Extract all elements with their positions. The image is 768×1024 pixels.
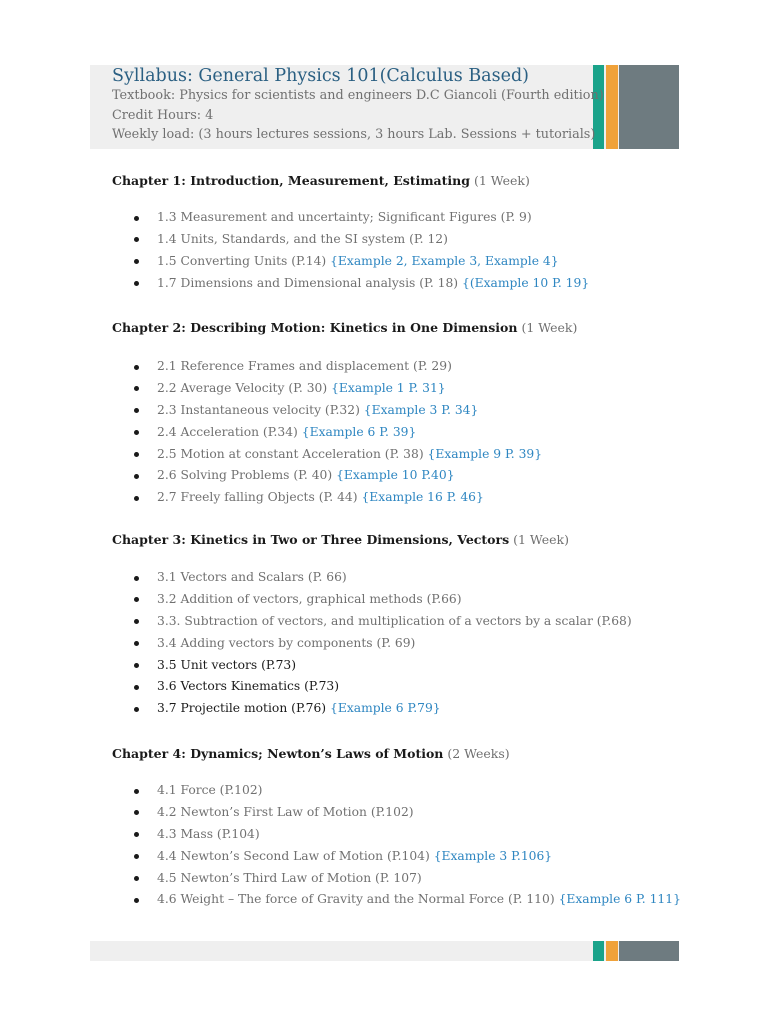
example-reference: {Example 16 P. 46} — [361, 490, 484, 505]
topic-text: 3.6 Vectors Kinematics (P.73) — [157, 679, 340, 694]
chapter-duration: (2 Weeks) — [447, 746, 510, 761]
topic-text: 2.5 Motion at constant Acceleration (P. 38) — [157, 446, 424, 461]
list-item — [112, 444, 542, 466]
list-item — [112, 868, 681, 890]
list-item — [112, 251, 589, 273]
topic-text: 4.5 Newton’s Third Law of Motion (P. 107) — [157, 870, 422, 885]
list-item — [112, 465, 542, 487]
credit-hours-line: Credit Hours: 4 — [112, 108, 214, 123]
chapter-duration: (1 Week) — [513, 532, 569, 547]
chapter-3-heading — [112, 532, 569, 547]
topic-text: 4.2 Newton’s First Law of Motion (P.102) — [157, 804, 414, 819]
chapter-duration: (1 Week) — [521, 320, 578, 335]
topic-text: 3.3. Subtraction of vectors, and multiplication of a vectors by a scalar (P.68) — [157, 613, 632, 628]
example-reference: {Example 2, Example 3, Example 4} — [330, 253, 559, 268]
list-item — [112, 589, 632, 611]
example-reference: {Example 6 P.79} — [330, 701, 441, 716]
chapter-1-topic-list — [112, 207, 589, 295]
list-item — [112, 889, 681, 911]
list-item — [112, 846, 681, 868]
example-reference: {Example 6 P. 39} — [301, 424, 417, 439]
topic-text: 2.4 Acceleration (P.34) — [157, 424, 298, 439]
chapter-4-topic-list — [112, 780, 681, 911]
topic-text: 1.3 Measurement and uncertainty; Significant Figures (P. 9) — [157, 210, 532, 224]
list-item — [112, 229, 589, 251]
topic-text: 3.5 Unit vectors (P.73) — [157, 657, 297, 672]
list-item — [112, 655, 632, 677]
list-item — [112, 633, 632, 655]
topic-text: 2.6 Solving Problems (P. 40) — [157, 468, 333, 483]
topic-text: 4.4 Newton’s Second Law of Motion (P.104) — [157, 848, 430, 863]
topic-text: 2.2 Average Velocity (P. 30) — [157, 380, 328, 395]
example-reference: {Example 3 P. 34} — [363, 402, 479, 417]
footer-band — [90, 941, 679, 961]
header-accent-orange — [606, 65, 618, 149]
chapter-1-heading — [112, 173, 530, 188]
example-reference: {Example 3 P.106} — [433, 848, 553, 863]
list-item — [112, 567, 632, 589]
topic-text: 1.5 Converting Units (P.14) — [157, 253, 327, 268]
chapter-title: Chapter 3: Kinetics in Two or Three Dimensions, Vectors — [112, 532, 510, 547]
list-item — [112, 400, 542, 422]
topic-text: 3.7 Projectile motion (P.76) — [157, 701, 327, 716]
topic-text: 1.4 Units, Standards, and the SI system (P. 12) — [157, 231, 448, 246]
topic-text: 1.7 Dimensions and Dimensional analysis (P. 18) — [157, 275, 459, 290]
topic-text: 3.2 Addition of vectors, graphical methods (P.66) — [157, 591, 462, 606]
example-reference: {Example 9 P. 39} — [427, 446, 543, 461]
list-item — [112, 378, 542, 400]
chapter-title: Chapter 1: Introduction, Measurement, Estimating — [112, 173, 470, 188]
list-item — [112, 802, 681, 824]
example-reference: {Example 10 P.40} — [336, 468, 455, 483]
topic-text: 2.3 Instantaneous velocity (P.32) — [157, 402, 360, 417]
example-reference: {(Example 10 P. 19} — [462, 275, 590, 290]
topic-text: 2.7 Freely falling Objects (P. 44) — [157, 490, 358, 505]
list-item — [112, 487, 542, 509]
list-item — [112, 824, 681, 846]
footer-accent-slate — [619, 941, 679, 961]
list-item — [112, 207, 589, 229]
chapter-duration: (1 Week) — [473, 173, 530, 188]
list-item — [112, 273, 589, 295]
header-accent-slate — [619, 65, 679, 149]
list-item — [112, 780, 681, 802]
chapter-title: Chapter 4: Dynamics; Newton’s Laws of Motion — [112, 746, 444, 761]
footer-accent-teal — [593, 941, 604, 961]
list-item — [112, 611, 632, 633]
list-item — [112, 356, 542, 378]
example-reference: {Example 6 P. 111} — [558, 892, 681, 907]
chapter-2-topic-list — [112, 356, 542, 509]
example-reference: {Example 1 P. 31} — [331, 380, 446, 395]
chapter-title: Chapter 2: Describing Motion: Kinetics in One Dimension — [112, 320, 518, 335]
list-item — [112, 676, 632, 698]
footer-accent-orange — [606, 941, 618, 961]
chapter-3-topic-list — [112, 567, 632, 720]
weekly-load-line: Weekly load: (3 hours lectures sessions, 3 hours Lab. Sessions + tutorials) — [112, 127, 596, 142]
list-item — [112, 422, 542, 444]
chapter-2-heading — [112, 320, 577, 335]
syllabus-title: Syllabus: General Physics 101(Calculus Based) — [112, 66, 529, 86]
topic-text: 4.1 Force (P.102) — [157, 783, 263, 797]
topic-text: 4.3 Mass (P.104) — [157, 826, 260, 841]
topic-text: 3.1 Vectors and Scalars (P. 66) — [157, 570, 347, 584]
topic-text: 4.6 Weight – The force of Gravity and the Normal Force (P. 110) — [157, 892, 555, 907]
list-item — [112, 698, 632, 720]
chapter-4-heading — [112, 746, 510, 761]
topic-text: 2.1 Reference Frames and displacement (P. 29) — [157, 359, 452, 373]
topic-text: 3.4 Adding vectors by components (P. 69) — [157, 635, 416, 650]
textbook-line: Textbook: Physics for scientists and engineers D.C Giancoli (Fourth edition) — [112, 88, 604, 103]
